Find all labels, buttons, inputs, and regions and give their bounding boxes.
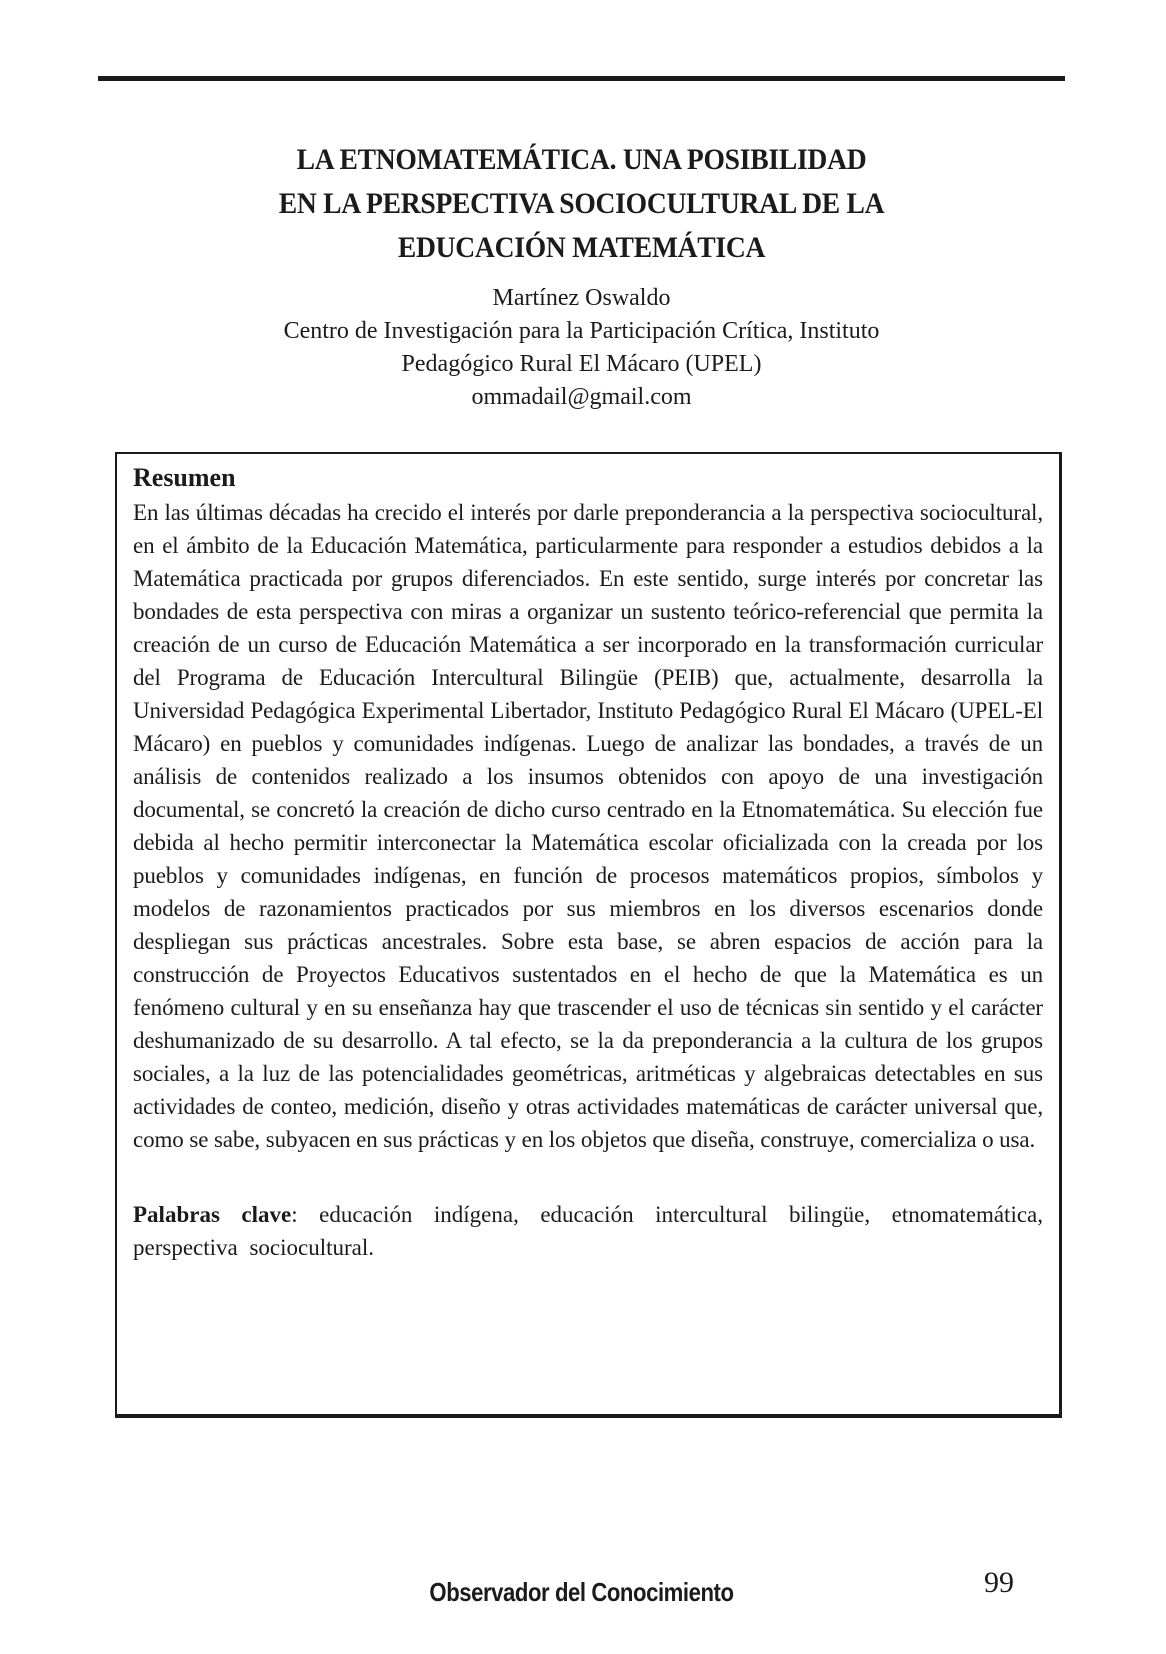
author-name: Martínez Oswaldo xyxy=(492,285,671,311)
keywords-label: Palabras clave xyxy=(133,1202,292,1227)
email-address: ommadail@gmail.com xyxy=(471,384,692,410)
paper-title xyxy=(137,138,1027,270)
footer-page-number: 99 xyxy=(984,1566,1014,1599)
affiliation-line-2: Pedagógico Rural El Mácaro (UPEL) xyxy=(401,351,762,377)
top-rule-divider xyxy=(98,76,1065,81)
paper-title-line-1: LA ETNOMATEMÁTICA. UNA POSIBILIDAD xyxy=(296,143,867,176)
footer-journal-name: Observador del Conocimiento xyxy=(429,1577,734,1607)
keywords-separator: : xyxy=(291,1202,320,1227)
abstract-heading: Resumen xyxy=(133,463,236,492)
abstract-box xyxy=(115,452,1062,1418)
paper-title-line-3: EDUCACIÓN MATEMÁTICA xyxy=(397,231,766,264)
keywords-paragraph xyxy=(133,1198,1043,1264)
keywords-text: educación indígena, educación intercultural bilingüe, etnomatemática, perspectiva sociocultural. xyxy=(133,1202,1044,1260)
author-block xyxy=(98,282,1065,414)
paper-title-line-2: EN LA PERSPECTIVA SOCIOCULTURAL DE LA xyxy=(278,187,885,220)
affiliation-line-1: Centro de Investigación para la Participación Crítica, Instituto xyxy=(283,318,880,344)
abstract-body: En las últimas décadas ha crecido el interés por darle preponderancia a la perspectiva sociocultural, en el ámbito de la Educación Matemática, particularmente para responder a estudios debidos a la Matemática practicada por grupos diferenciados. En este sentido, surge interés por concretar las bondades de esta perspectiva con miras a organizar un sustento teórico-referencial que permita la creación de un curso de Educación Matemática a ser incorporado en la transformación curricular del Programa de Educación Intercultural Bilingüe (PEIB) que, actualmente, desarrolla la Universidad Pedagógica Experimental Libertador, Instituto Pedagógico Rural El Mácaro (UPEL-El Mácaro) en pueblos y comunidades indígenas. Luego de analizar las bondades, a través de un análisis de contenidos realizado a los insumos obtenidos con apoyo de una investigación documental, se concretó la creación de dicho curso centrado en la Etnomatemática. Su elección fue debida al hecho permitir interconectar la Matemática escolar oficializada con la creada por los pueblos y comunidades indígenas, en función de procesos matemáticos propios, símbolos y modelos de razonamientos practicados por sus miembros en los diversos escenarios donde despliegan sus prácticas ancestrales. Sobre esta base, se abren espacios de acción para la construcción de Proyectos Educativos sustentados en el hecho de que la Matemática es un fenómeno cultural y en su enseñanza hay que trascender el uso de técnicas sin sentido y el carácter deshumanizado de su desarrollo. A tal efecto, se la da preponderancia a la cultura de los grupos sociales, a la luz de las potencialidades geométricas, aritméticas y algebraicas detectables en sus actividades de conteo, medición, diseño y otras actividades matemáticas de carácter universal que, como se sabe, subyacen en sus prácticas y en los objetos que diseña, construye, comercializa o usa. xyxy=(133,500,1043,1152)
